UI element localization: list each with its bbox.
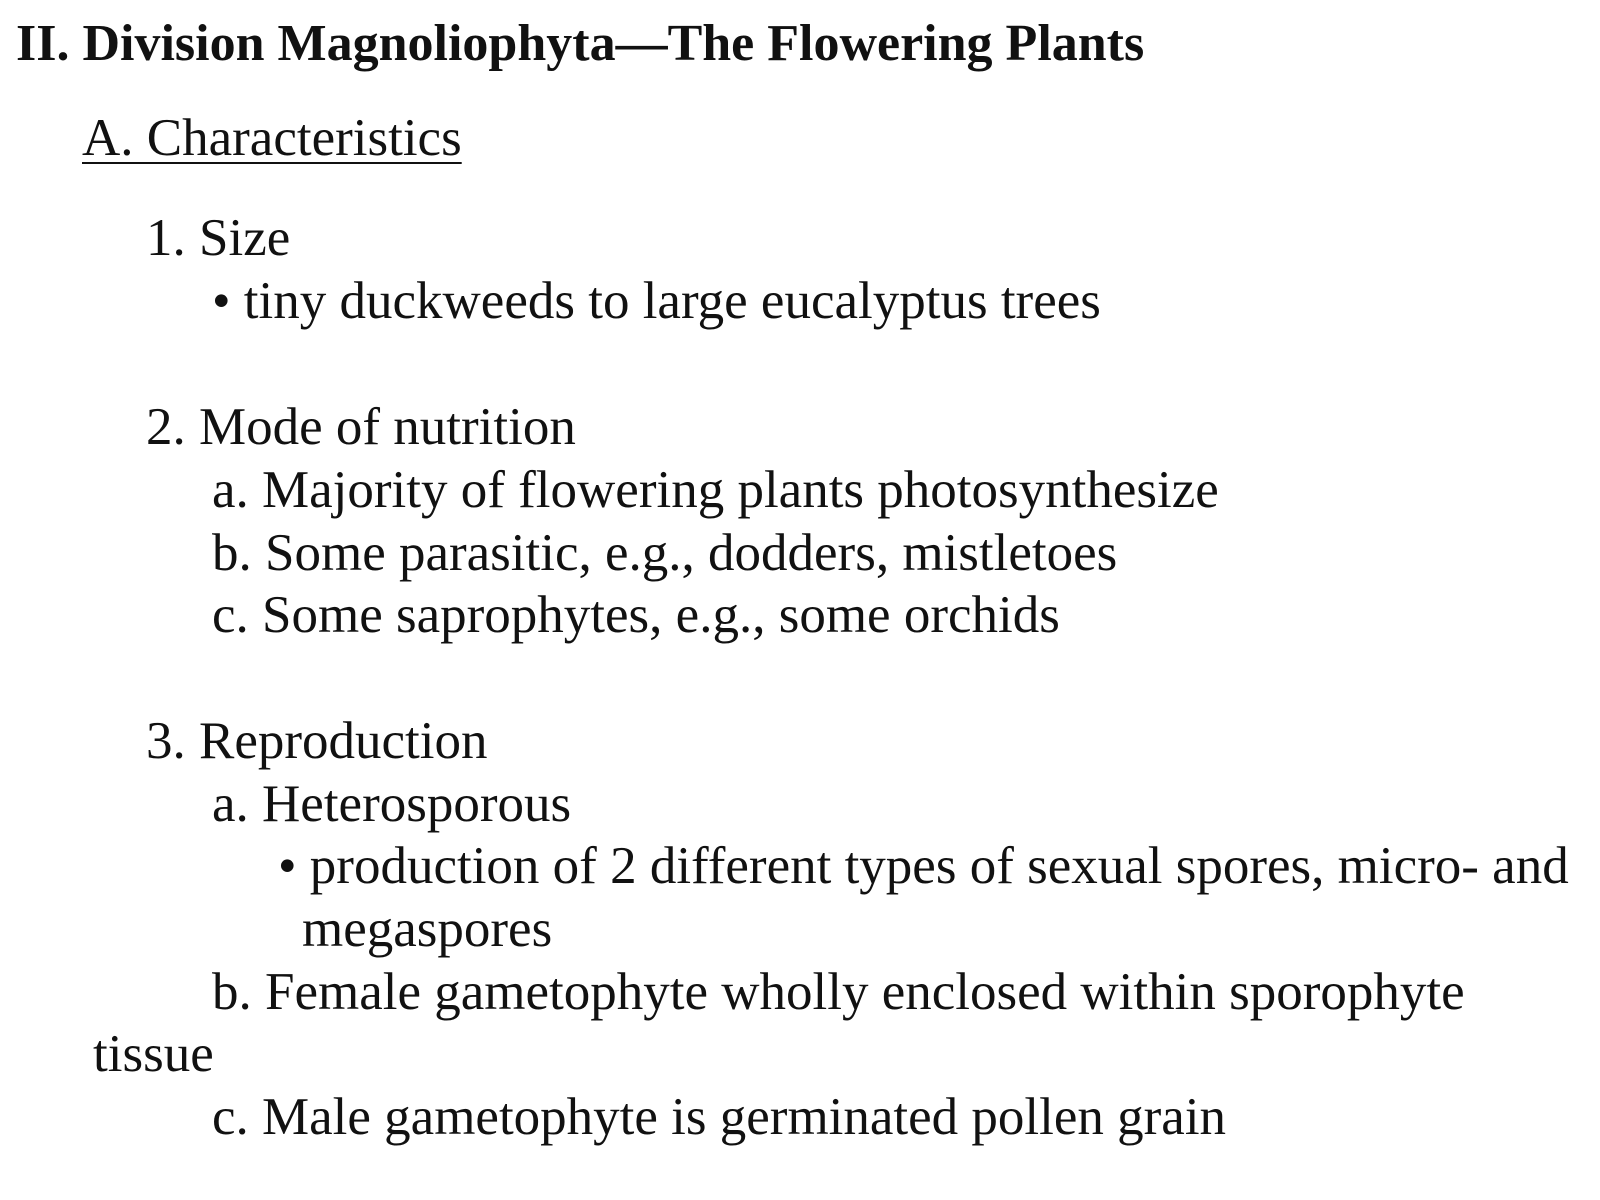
- list-item: a. Heterosporous: [212, 775, 572, 833]
- page-title: II. Division Magnoliophyta—The Flowering Plants: [16, 15, 1145, 72]
- item-heading-reproduction: 3. Reproduction: [146, 712, 488, 770]
- list-item: b. Female gametophyte wholly enclosed within sporophyte: [212, 963, 1465, 1021]
- list-item: c. Male gametophyte is germinated pollen grain: [212, 1088, 1227, 1146]
- item-heading-nutrition: 2. Mode of nutrition: [146, 398, 576, 456]
- list-item: c. Some saprophytes, e.g., some orchids: [212, 586, 1060, 644]
- section-heading: A. Characteristics: [82, 109, 462, 167]
- list-item-bullet: • production of 2 different types of sexual spores, micro- and: [278, 837, 1569, 895]
- list-item-bullet-continuation: megaspores: [302, 900, 553, 958]
- item-heading-size: 1. Size: [146, 209, 291, 267]
- list-item: b. Some parasitic, e.g., dodders, mistletoes: [212, 524, 1118, 582]
- list-item: a. Majority of flowering plants photosynthesize: [212, 461, 1219, 519]
- list-item-bullet: • tiny duckweeds to large eucalyptus trees: [212, 272, 1101, 330]
- list-item-continuation: tissue: [93, 1025, 214, 1083]
